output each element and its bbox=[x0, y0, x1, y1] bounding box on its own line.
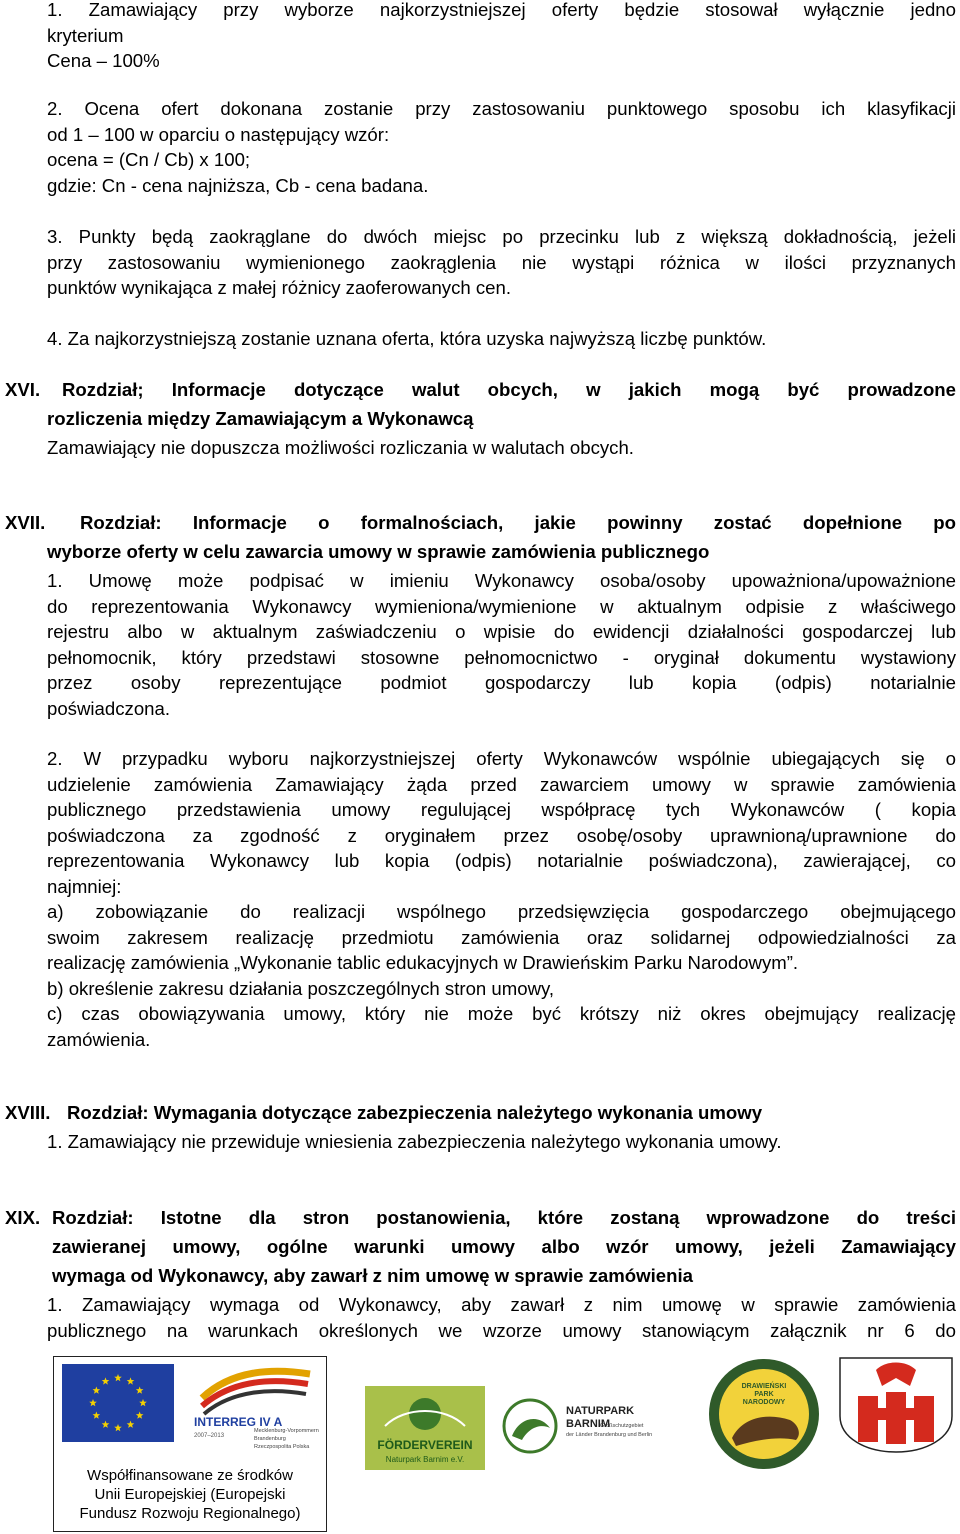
text-line: do reprezentowania Wykonawcy wymieniona/wymienione w aktualnym odpisie z właściwego bbox=[47, 595, 956, 617]
heading-line: Rozdział: Informacje o formalnościach, jakie powinny zostać dopełnione po bbox=[80, 512, 956, 533]
text-line: ocena = (Cn / Cb) x 100; bbox=[47, 149, 251, 170]
text-line: c) czas obowiązywania umowy, który nie może być krótszy niż okres obejmujący realizację bbox=[47, 1003, 956, 1024]
text-line: Cena – 100% bbox=[47, 50, 160, 71]
text-line: a) zobowiązanie do realizacji wspólnego przedsięwzięcia gospodarczego obejmującego bbox=[47, 901, 956, 922]
naturpark-line: Großschutzgebiet bbox=[600, 1423, 644, 1429]
security-paragraph bbox=[47, 1129, 956, 1155]
text-line: rejestru albo w aktualnym zaświadczeniu o wpisie do ewidencji działalności gospodarczej lub bbox=[47, 621, 956, 642]
heading-line: Rozdział: Wymagania dotyczące zabezpieczenia należytego wykonania umowy bbox=[67, 1102, 763, 1123]
text-line: 4. Za najkorzystniejszą zostanie uznana oferta, która uzyska najwyższą liczbę punktów. bbox=[47, 328, 767, 349]
caption-line: Unii Europejskiej (Europejski bbox=[94, 1486, 286, 1503]
naturpark-barnim-logo bbox=[500, 1396, 690, 1456]
best-offer-paragraph bbox=[47, 326, 956, 352]
criterion-paragraph bbox=[47, 0, 956, 74]
text-line: 2. Ocena ofert dokonana zostanie przy zastosowaniu punktowego sposobu ich klasyfikacji bbox=[47, 98, 956, 119]
section-number: XVIII. bbox=[5, 1102, 51, 1123]
text-line: poświadczona za zgodność z oryginałem przez osobę/osoby uprawnioną/uprawnione do bbox=[47, 824, 956, 846]
contract-paragraph bbox=[47, 1292, 956, 1343]
scoring-paragraph bbox=[47, 96, 956, 198]
text-line: przy zastosowaniu wymienionego zaokrąglenia nie wystąpi różnica w ilości przyznanych bbox=[47, 251, 956, 273]
text-line: gdzie: Cn - cena najniższa, Cb - cena badana. bbox=[47, 174, 429, 196]
currency-paragraph bbox=[47, 435, 956, 461]
naturpark-line: der Länder Brandenburg und Berlin bbox=[566, 1432, 653, 1438]
interreg-years: 2007–2013 bbox=[194, 1433, 225, 1439]
interreg-label: INTERREG IV A bbox=[194, 1415, 283, 1429]
section-number: XVII. bbox=[5, 512, 46, 533]
text-line: publicznego na warunkach określonych we wzorze umowy stanowiącym załącznik nr 6 do bbox=[47, 1319, 956, 1341]
text-line: 1. Zamawiający przy wyborze najkorzystniejszej oferty będzie stosował wyłącznie jedno bbox=[47, 0, 956, 20]
signing-paragraph bbox=[47, 568, 956, 721]
heading-line: rozliczenia między Zamawiającym a Wykonawcą bbox=[47, 408, 474, 429]
text-line: zamówienia. bbox=[47, 1028, 151, 1050]
naturpark-line: NATURPARK bbox=[566, 1405, 635, 1417]
text-line: reprezentowania Wykonawcy lub kopia (odpis) notarialnie poświadczona), zawierającej, co bbox=[47, 850, 956, 871]
dpn-line: PARK bbox=[754, 1391, 774, 1398]
text-line: Zamawiający nie dopuszcza możliwości rozliczania w walutach obcych. bbox=[47, 437, 634, 458]
heading-line: wymaga od Wykonawcy, aby zawarł z nim umowę w sprawie zamówienia bbox=[52, 1265, 693, 1286]
coat-of-arms-logo bbox=[836, 1356, 956, 1454]
text-line: przez osoby reprezentujące podmiot gospodarczy lub kopia (odpis) notarialnie bbox=[47, 672, 956, 693]
interreg-partner: Brandenburg bbox=[254, 1436, 286, 1442]
foerderverein-logo bbox=[365, 1386, 485, 1470]
interreg-logo bbox=[192, 1360, 322, 1460]
text-line: udzielenie zamówienia Zamawiający żąda przed zawarciem umowy w sprawie zamówienia bbox=[47, 773, 956, 795]
caption-line: Współfinansowane ze środków bbox=[87, 1467, 293, 1484]
text-line: realizację zamówienia „Wykonanie tablic edukacyjnych w Drawieńskim Parku Narodowym”. bbox=[47, 952, 799, 973]
text-line: pełnomocnik, który przedstawi stosowne pełnomocnictwo - oryginał dokumentu wystawiony bbox=[47, 646, 956, 668]
text-line: publicznego przedstawienia umowy regulującej współpracę tych Wykonawców ( kopia bbox=[47, 799, 956, 820]
text-line: od 1 – 100 w oparciu o następujący wzór: bbox=[47, 123, 390, 145]
text-line: 1. Zamawiający wymaga od Wykonawcy, aby zawarł z nim umowę w sprawie zamówienia bbox=[47, 1294, 956, 1315]
foerderverein-name: FÖRDERVEREIN bbox=[377, 1438, 473, 1452]
eu-flag-logo bbox=[62, 1364, 174, 1442]
interreg-partner: Mecklenburg-Vorpommern bbox=[254, 1428, 319, 1434]
text-line: 1. Umowę może podpisać w imieniu Wykonawcy osoba/osoby upoważniona/upoważnione bbox=[47, 570, 956, 591]
text-line: b) określenie zakresu działania poszczególnych stron umowy, bbox=[47, 977, 555, 999]
dpn-line: NARODOWY bbox=[742, 1399, 786, 1406]
drawienski-park-logo bbox=[706, 1356, 822, 1472]
text-line: 1. Zamawiający nie przewiduje wniesienia zabezpieczenia należytego wykonania umowy. bbox=[47, 1131, 782, 1152]
text-line: 3. Punkty będą zaokrąglane do dwóch miejsc po przecinku lub z większą dokładnością, jeżeli bbox=[47, 226, 956, 247]
eu-cofinancing-caption bbox=[55, 1466, 325, 1523]
foerderverein-subtitle: Naturpark Barnim e.V. bbox=[385, 1455, 465, 1464]
text-line: punktów wynikająca z małej różnicy zaoferowanych cen. bbox=[47, 277, 512, 298]
dpn-line: DRAWIEŃSKI bbox=[741, 1383, 787, 1390]
heading-line: wyborze oferty w celu zawarcia umowy w sprawie zamówienia publicznego bbox=[47, 541, 710, 562]
consortium-paragraph bbox=[47, 746, 956, 1052]
text-line: swoim zakresem realizację przedmiotu zamówienia oraz solidarnej odpowiedzialności za bbox=[47, 926, 956, 948]
heading-line: Rozdział; Informacje dotyczące walut obcych, w jakich mogą być prowadzone bbox=[62, 379, 956, 400]
interreg-partner: Rzeczpospolita Polska bbox=[254, 1444, 310, 1450]
text-line: kryterium bbox=[47, 24, 124, 46]
caption-line: Fundusz Rozwoju Regionalnego) bbox=[79, 1505, 301, 1522]
naturpark-line: BARNIM bbox=[566, 1418, 610, 1430]
text-line: poświadczona. bbox=[47, 697, 171, 719]
text-line: najmniej: bbox=[47, 875, 122, 897]
heading-line: Rozdział: Istotne dla stron postanowienia, które zostaną wprowadzone do treści bbox=[52, 1207, 956, 1228]
rounding-paragraph bbox=[47, 224, 956, 301]
section-number: XVI. bbox=[5, 379, 41, 400]
text-line: 2. W przypadku wyboru najkorzystniejszej oferty Wykonawców wspólnie ubiegających się o bbox=[47, 748, 956, 769]
section-number: XIX. bbox=[5, 1207, 41, 1228]
heading-line: zawieranej umowy, ogólne warunki umowy albo wzór umowy, jeżeli Zamawiający bbox=[52, 1236, 956, 1257]
